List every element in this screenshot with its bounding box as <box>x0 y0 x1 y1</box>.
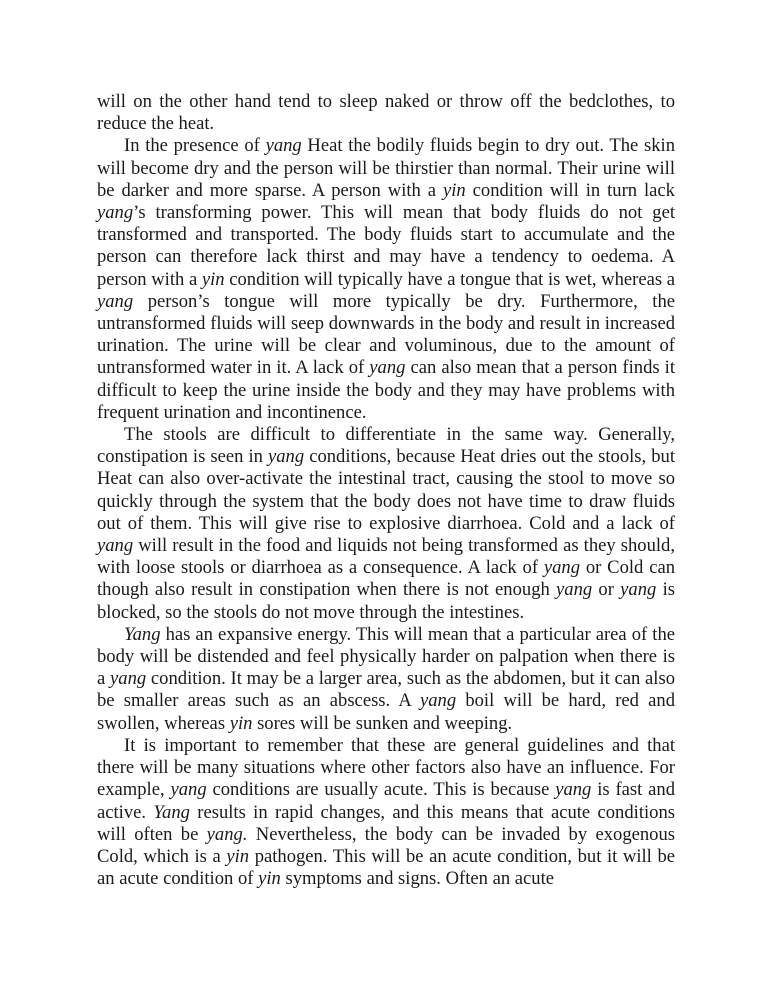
text-run: boil will be hard, red and swollen, whereas <box>97 690 675 734</box>
text-run: can also mean that a person finds it difficult to keep the urine inside the body and they may have problems with frequent urination and incontinence. <box>97 357 675 423</box>
italic-term: yang <box>265 135 302 157</box>
text-run: results in rapid changes, and this means that acute conditions will often be <box>97 801 675 845</box>
paragraph <box>97 424 675 624</box>
italic-term: yang <box>543 557 581 579</box>
text-run: has an expansive energy. This will mean that a particular area of the body will be distended and feel physically harder on palpation when there is a <box>97 623 675 690</box>
italic-term: yin <box>201 268 225 290</box>
text-run: pathogen. This will be an acute condition, but it will be an acute condition of <box>97 845 676 890</box>
italic-term: yin <box>226 845 250 867</box>
italic-term: Yang <box>124 623 161 645</box>
paragraph <box>97 624 675 735</box>
text-run: In the presence of <box>124 135 266 157</box>
italic-term: yang <box>419 690 457 712</box>
text-run: will result in the food and liquids not being transformed as they should, with loose stools or diarrhoea as a consequence. A lack of <box>97 535 675 579</box>
text-run: or Cold can though also result in constipation when there is not enough <box>97 557 675 601</box>
italic-term: yang. <box>206 823 248 845</box>
italic-term: yang <box>97 202 134 224</box>
text-run: person’s tongue will more typically be dry. Furthermore, the untransformed fluids will seep downwards in the body and result in increased urination. The urine will be clear and voluminous, due to the amount of untransformed water in it. A lack of <box>97 290 675 379</box>
italic-term: yang <box>267 446 305 468</box>
italic-term: yang <box>97 290 134 312</box>
text-run: It is important to remember that these are general guidelines and that there will be many situations where other factors also have an influence. For example, <box>97 734 675 801</box>
text-run: sores will be sunken and weeping. <box>252 712 513 734</box>
body-text <box>97 91 675 890</box>
text-run: is blocked, so the stools do not move through the intestines. <box>97 579 675 623</box>
text-run: will on the other hand tend to sleep naked or throw off the bedclothes, to reduce the heat. <box>97 91 675 135</box>
text-run: condition will in turn lack <box>465 179 675 201</box>
document-page <box>97 91 675 890</box>
text-run: conditions are usually acute. This is because <box>206 779 556 801</box>
italic-term: yin <box>229 712 253 734</box>
italic-term: yang <box>369 357 406 379</box>
italic-term: yin <box>258 868 281 890</box>
text-run: is fast and active. <box>97 779 675 823</box>
text-run: ’s transforming power. This will mean that body fluids do not get transformed and transported. The body fluids start to accumulate and the person can therefore lack thirst and may have a tendency to oedema. A person with a <box>97 202 675 290</box>
paragraph <box>97 735 675 890</box>
italic-term: yang <box>556 579 593 601</box>
text-run: Nevertheless, the body can be invaded by exogenous Cold, which is a <box>97 823 675 867</box>
italic-term: yang <box>97 535 134 557</box>
italic-term: yang <box>110 668 147 690</box>
text-run: The stools are difficult to differentiate in the same way. Generally, constipation is seen in <box>97 424 675 468</box>
text-run: conditions, because Heat dries out the stools, but Heat can also over-activate the intestinal tract, causing the stool to move so quickly through the system that the body does not have time to draw fluids out of them. This will give rise to explosive diarrhoea. Cold and a lack of <box>97 446 675 534</box>
italic-term: yin <box>442 179 466 201</box>
italic-term: yang <box>170 779 207 801</box>
text-run: condition will typically have a tongue that is wet, whereas a <box>224 268 675 290</box>
text-run: Heat the bodily fluids begin to dry out. The skin will become dry and the person will be thirstier than normal. Their urine will be darker and more sparse. A person with a <box>97 135 675 201</box>
italic-term: yang <box>620 579 657 601</box>
text-run: symptoms and signs. Often an acute <box>280 868 554 890</box>
text-run: or <box>592 579 621 601</box>
paragraph <box>97 135 675 424</box>
italic-term: yang <box>555 779 592 801</box>
paragraph <box>97 91 675 135</box>
italic-term: Yang <box>153 801 190 823</box>
text-run: condition. It may be a larger area, such as the abdomen, but it can also be smaller areas such as an abscess. A <box>97 668 676 712</box>
